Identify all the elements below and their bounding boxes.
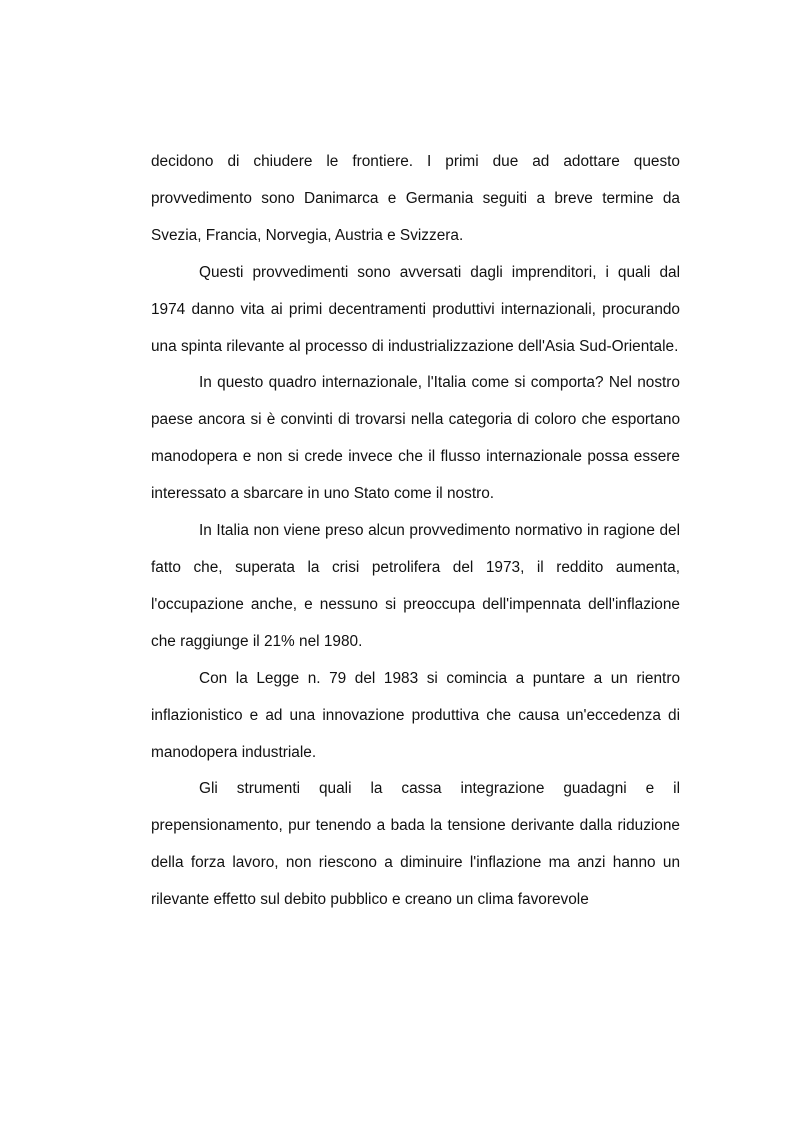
paragraph-entrepreneurs: Questi provvedimenti sono avversati dagli imprenditori, i quali dal 1974 danno vita ai primi decentramenti produttivi internazionali, procurando una spinta rilevante al processo di industrializzazione dell'Asia Sud-Orientale. — [151, 263, 680, 355]
paragraph-law-79-1983: Con la Legge n. 79 del 1983 si comincia a puntare a un rientro inflazionistico e ad una innovazione produttiva che causa un'eccedenza di manodopera industriale. — [151, 669, 680, 761]
paragraph-instruments: Gli strumenti quali la cassa integrazione guadagni e il prepensionamento, pur tenendo a bada la tensione derivante dalla riduzione della forza lavoro, non riescono a diminuire l'inflazione ma anzi hanno un rilevante effetto sul debito pubblico e creano un clima favorevole — [151, 780, 680, 909]
body-text — [151, 144, 680, 919]
paragraph-no-measures: In Italia non viene preso alcun provvedimento normativo in ragione del fatto che, superata la crisi petrolifera del 1973, il reddito aumenta, l'occupazione anche, e nessuno si preoccupa dell'impennata dell'inflazione che raggiunge il 21% nel 1980. — [151, 522, 680, 650]
paragraph-continuation: decidono di chiudere le frontiere. I primi due ad adottare questo provvedimento sono Danimarca e Germania seguiti a breve termine da Svezia, Francia, Norvegia, Austria e Svizzera. — [151, 153, 680, 244]
paragraph-italy-context: In questo quadro internazionale, l'Italia come si comporta? Nel nostro paese ancora si è convinti di trovarsi nella categoria di coloro che esportano manodopera e non si crede invece che il flusso internazionale possa essere interessato a sbarcare in uno Stato come il nostro. — [151, 374, 680, 503]
